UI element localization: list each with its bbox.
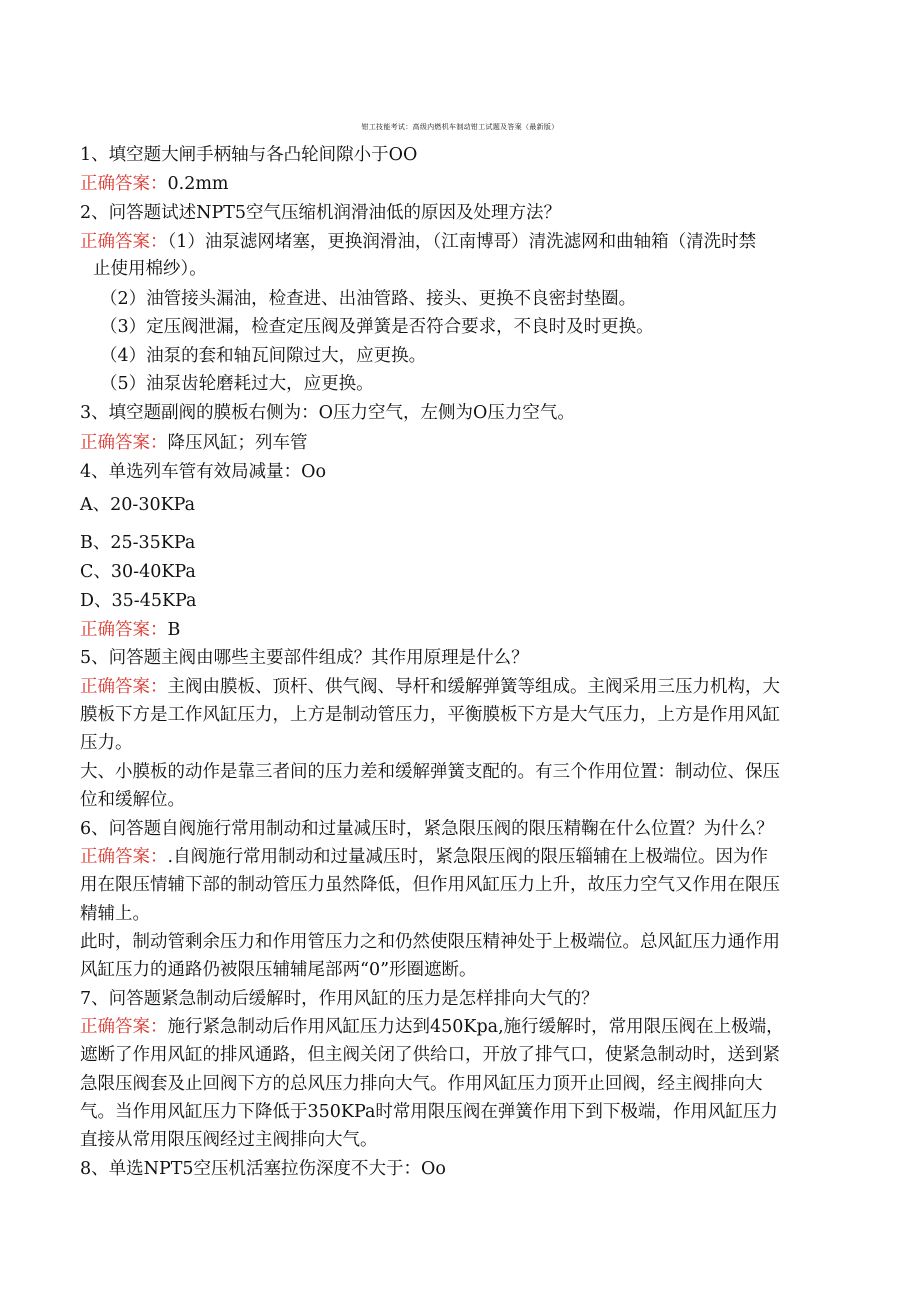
answer-3 (80, 431, 308, 455)
answer-7-line-5: 直接从常用限压阀经过主阀排向大气。 (80, 1130, 378, 1150)
option-a: A、20-30KPa (80, 495, 196, 515)
answer-label: 正确答案： (80, 232, 168, 252)
answer-2-line-2: 止使用棉纱）。 (93, 259, 207, 279)
document-title: 钳工技能考试：高级内燃机车制动钳工试题及答案（最新版） (361, 123, 559, 131)
answer-6-line-4: 此时，制动管剩余压力和作用管压力之和仍然使限压精神处于上极端位。总风缸压力通作用 (80, 932, 780, 952)
question-5: 5、问答题主阀由哪些主要部件组成？其作用原理是什么？ (80, 648, 529, 668)
answer-2-line-6: （5）油泵齿轮磨耗过大，应更换。 (100, 374, 374, 394)
answer-4 (80, 618, 180, 642)
answer-6-line-5: 风缸压力的通路仍被限压辅辅尾部两“0”形圈遮断。 (80, 960, 477, 980)
answer-1-text: 0.2mm (167, 174, 229, 194)
question-4: 4、单选列车管有效局减量：Oo (80, 462, 327, 482)
answer-2-line-3: （2）油管接头漏油，检查进、出油管路、接头、更换不良密封垫圈。 (100, 289, 637, 309)
answer-6-line-1: .自阀施行常用制动和过量减压时，紧急限压阀的限压辎辅在上极端位。因为作 (167, 847, 769, 867)
question-3: 3、填空题副阀的膜板右侧为：O压力空气，左侧为O压力空气。 (80, 403, 575, 423)
question-7: 7、问答题紧急制动后缓解时，作用风缸的压力是怎样排向大气的？ (80, 989, 599, 1009)
answer-6 (80, 845, 768, 869)
answer-label: 正确答案： (80, 433, 168, 453)
option-c: C、30-40KPa (80, 562, 196, 582)
answer-7-line-3: 急限压阀套及止回阀下方的总风压力排向大气。作用风缸压力顶开止回阀，经主阀排向大 (80, 1074, 763, 1094)
option-d: D、35-45KPa (80, 591, 197, 611)
answer-label: 正确答案： (80, 620, 168, 640)
answer-7 (80, 1015, 784, 1039)
answer-5-line-4: 大、小膜板的动作是靠三者间的压力差和缓解弹簧支配的。有三个作用位置：制动位、保压 (80, 762, 780, 782)
answer-7-line-4: 气。当作用风缸压力下降低于350KPa时常用限压阀在弹簧作用下到下极端，作用风缸压力 (80, 1102, 778, 1122)
option-b: B、25-35KPa (80, 533, 196, 553)
answer-2-line-4: （3）定压阀泄漏，检查定压阀及弹簧是否符合要求，不良时及时更换。 (100, 317, 654, 337)
answer-5-line-3: 压力。 (80, 733, 133, 753)
question-6: 6、问答题自阀施行常用制动和过量减压时，紧急限压阀的限压精鞠在什么位置？为什么？ (80, 819, 774, 839)
answer-5 (80, 675, 780, 699)
answer-label: 正确答案： (80, 174, 168, 194)
answer-3-text: 降压风缸；列车管 (167, 433, 308, 453)
answer-5-line-5: 位和缓解位。 (80, 790, 185, 810)
question-8: 8、单选NPT5空压机活塞拉伤深度不大于：Oo (80, 1159, 446, 1179)
answer-label: 正确答案： (80, 677, 168, 697)
answer-2-line-1: （1）油泵滤网堵塞，更换润滑油，（江南博哥）清洗滤网和曲轴箱（清洗时禁 (167, 232, 757, 252)
answer-6-line-3: 精辅上。 (80, 904, 150, 924)
answer-1 (80, 172, 229, 196)
question-1: 1、填空题大闸手柄轴与各凸轮间隙小于OO (80, 145, 418, 165)
answer-2 (80, 230, 756, 254)
answer-5-line-1: 主阀由膜板、顶杆、供气阀、导杆和缓解弹簧等组成。主阀采用三压力机构，大 (167, 677, 780, 697)
answer-4-text: B (167, 620, 181, 640)
question-2: 2、问答题试述NPT5空气压缩机润滑油低的原因及处理方法？ (80, 203, 562, 223)
answer-label: 正确答案： (80, 847, 168, 867)
answer-label: 正确答案： (80, 1017, 168, 1037)
answer-5-line-2: 膜板下方是工作风缸压力，上方是制动管压力，平衡膜板下方是大气压力，上方是作用风缸 (80, 705, 780, 725)
answer-2-line-5: （4）油泵的套和轴瓦间隙过大，应更换。 (100, 346, 427, 366)
answer-6-line-2: 用在限压情辅下部的制动管压力虽然降低，但作用风缸压力上升，故压力空气又作用在限压 (80, 875, 780, 895)
answer-7-line-1: 施行紧急制动后作用风缸压力达到450Kpa,施行缓解时，常用限压阀在上极端， (167, 1017, 784, 1037)
answer-7-line-2: 遮断了作用风缸的排风通路，但主阀关闭了供给口，开放了排气口，使紧急制动时，送到紧 (80, 1045, 780, 1065)
